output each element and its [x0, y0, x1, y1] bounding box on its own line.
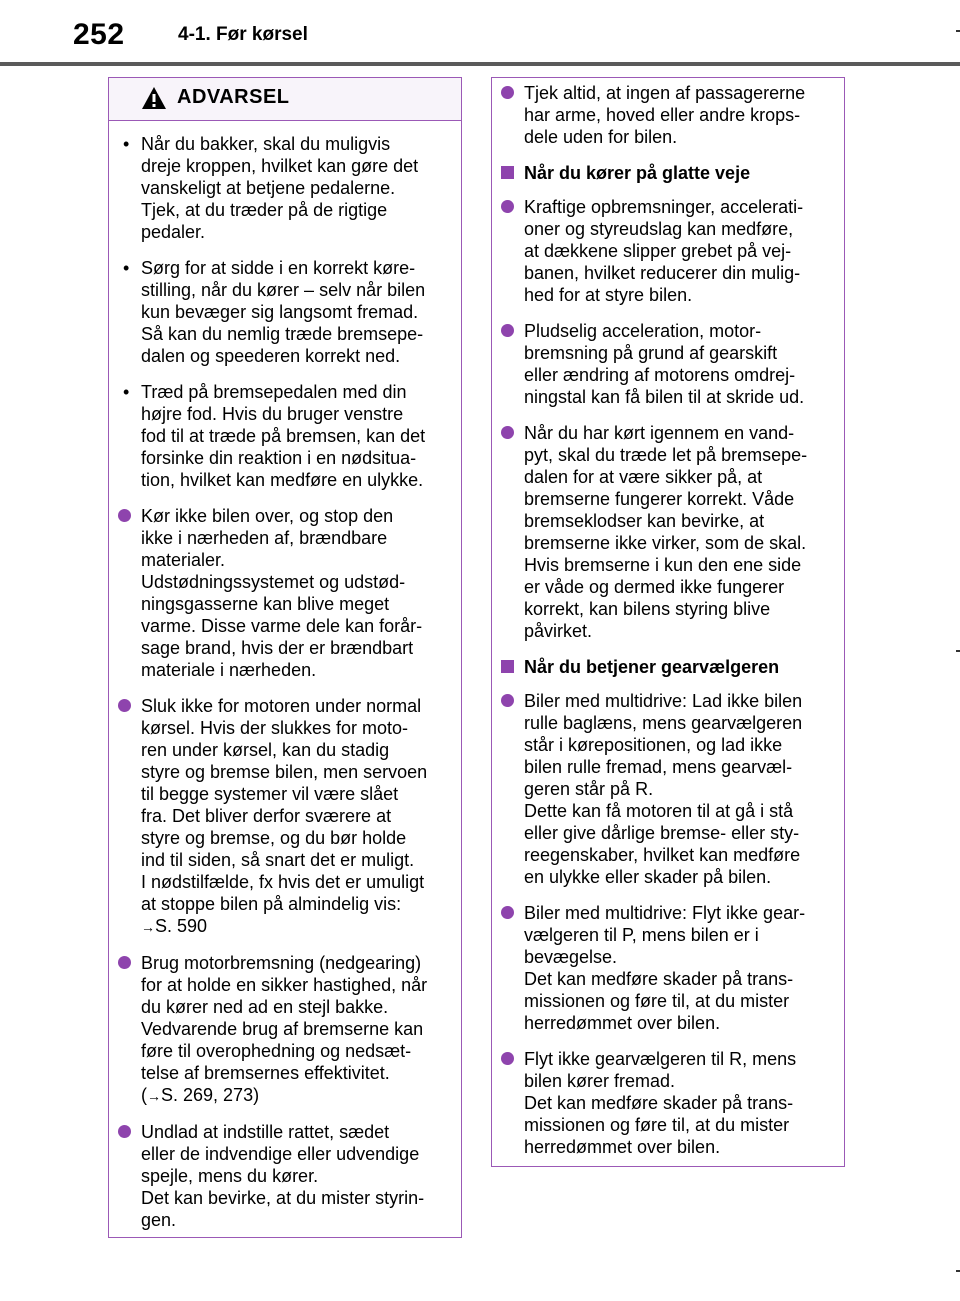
bullet-dot-icon — [501, 324, 514, 337]
text-line: Det kan bevirke, at du mister styrin- — [141, 1188, 425, 1208]
bullet-dot-icon — [501, 1052, 514, 1065]
text-line: til begge systemer vil være slået — [141, 784, 399, 804]
text-line: pedaler. — [141, 222, 206, 242]
text-line: tion, hvilket kan medføre en ulykke. — [141, 470, 424, 490]
text-line: Udstødningssystemet og udstød- — [141, 572, 406, 592]
text-line: fra. Det bliver derfor sværere at — [141, 806, 392, 826]
text-line: Sørg for at sidde i en korrekt køre- — [141, 258, 416, 278]
text-line: Undlad at indstille rattet, sædet — [141, 1122, 390, 1142]
bullet-dot-icon — [118, 509, 131, 522]
text-line: Pludselig acceleration, motor- — [524, 321, 762, 341]
text-line: gen. — [141, 1210, 177, 1230]
text-line: Biler med multidrive: Flyt ikke gear- — [524, 903, 806, 923]
text-line: rulle baglæns, mens gearvælgeren — [524, 713, 803, 733]
text-line: reegenskaber, hvilket kan medføre — [524, 845, 801, 865]
section-heading — [500, 162, 834, 184]
text-line: vanskeligt at betjene pedalerne. — [141, 178, 396, 198]
text-line: bilen kører fremad. — [524, 1071, 676, 1091]
text-line: for at holde en sikker hastighed, når — [141, 975, 428, 995]
text-line: Biler med multidrive: Lad ikke bilen — [524, 691, 803, 711]
text-line: kun bevæger sig langsomt fremad. — [141, 302, 419, 322]
warning-title: ADVARSEL — [177, 86, 290, 108]
dash-list-item — [117, 133, 451, 243]
text-line: herredømmet over bilen. — [524, 1013, 721, 1033]
text-line: styre og bremse bilen, men servoen — [141, 762, 428, 782]
text-line: materialer. — [141, 550, 226, 570]
text-line: herredømmet over bilen. — [524, 1137, 721, 1157]
warning-content-continued — [492, 78, 844, 1158]
bullet-dot-icon — [501, 906, 514, 919]
bullet-dot-icon — [118, 1125, 131, 1138]
text-line: Det kan medføre skader på trans- — [524, 969, 794, 989]
text-line: at stoppe bilen på almindelig vis: — [141, 894, 402, 914]
text-line: missionen og føre til, at du mister — [524, 991, 790, 1011]
text-line: Sluk ikke for motoren under normal — [141, 696, 422, 716]
text-line: Det kan medføre skader på trans- — [524, 1093, 794, 1113]
text-line: bremserne fungerer korrekt. Våde — [524, 489, 795, 509]
square-bullet-icon — [501, 660, 514, 673]
text-line: en ulykke eller skader på bilen. — [524, 867, 772, 887]
text-line: påvirket. — [524, 621, 593, 641]
heading-text: Når du betjener gearvælgeren — [524, 657, 780, 677]
square-bullet-icon — [501, 166, 514, 179]
text-line: eller give dårlige bremse- eller sty- — [524, 823, 800, 843]
text-line: Tjek altid, at ingen af passagererne — [524, 83, 806, 103]
warning-box-continued — [491, 77, 845, 1167]
bullet-list-item — [500, 902, 834, 1034]
dash-marker: • — [123, 134, 130, 154]
text-line: ind til siden, så snart det er muligt. — [141, 850, 415, 870]
text-line: bilen rulle fremad, mens gearvæl- — [524, 757, 793, 777]
text-line: eller de indvendige eller udvendige — [141, 1144, 420, 1164]
text-line: varme. Disse varme dele kan forår- — [141, 616, 423, 636]
warning-title-bar — [109, 78, 461, 121]
text-line: kørsel. Hvis der slukkes for moto- — [141, 718, 409, 738]
edge-mark — [956, 30, 960, 32]
text-line: Brug motorbremsning (nedgearing) — [141, 953, 422, 973]
page-header — [0, 0, 960, 68]
text-line: bevægelse. — [524, 947, 618, 967]
dash-list-item — [117, 381, 451, 491]
text-line: at dækkene slipper grebet på vej- — [524, 241, 792, 261]
bullet-dot-icon — [118, 956, 131, 969]
warning-content — [109, 121, 461, 1231]
bullet-list-item — [117, 505, 451, 681]
arrow-right-icon: → — [147, 1088, 161, 1104]
text-line: Hvis bremserne i kun den ene side — [524, 555, 802, 575]
text-line: bremserne ikke virker, som de skal. — [524, 533, 807, 553]
text-line: Flyt ikke gearvælgeren til R, mens — [524, 1049, 797, 1069]
arrow-right-icon: → — [141, 919, 155, 935]
text-line: sage brand, hvis der er brændbart — [141, 638, 414, 658]
page-reference: →S. 590 — [141, 916, 208, 936]
page-number: 252 — [73, 18, 125, 51]
header-rule — [0, 62, 960, 66]
text-line: Træd på bremsepedalen med din — [141, 382, 407, 402]
text-line: I nødstilfælde, fx hvis det er umuligt — [141, 872, 425, 892]
text-line: missionen og føre til, at du mister — [524, 1115, 790, 1135]
dash-marker: • — [123, 382, 130, 402]
text-line: forsinke din reaktion i en nødsitua- — [141, 448, 417, 468]
section-title: 4-1. Før kørsel — [178, 24, 308, 45]
text-line: dalen og speederen korrekt ned. — [141, 346, 401, 366]
text-line: er våde og dermed ikke fungerer — [524, 577, 785, 597]
text-line: dreje kroppen, hvilket kan gøre det — [141, 156, 419, 176]
bullet-list-item — [117, 1121, 451, 1231]
text-line: har arme, hoved eller andre krops- — [524, 105, 801, 125]
text-line: Når du bakker, skal du muligvis — [141, 134, 391, 154]
text-line: spejle, mens du kører. — [141, 1166, 319, 1186]
bullet-list-item — [500, 1048, 834, 1158]
text-line: bremseklodser kan bevirke, at — [524, 511, 765, 531]
section-heading — [500, 656, 834, 678]
text-line: telse af bremsernes effektivitet. — [141, 1063, 390, 1083]
bullet-list-item — [500, 422, 834, 642]
text-line: hed for at styre bilen. — [524, 285, 693, 305]
text-line: vælgeren til P, mens bilen er i — [524, 925, 759, 945]
text-line: Så kan du nemlig træde bremsepe- — [141, 324, 424, 344]
text-line: eller ændring af motorens omdrej- — [524, 365, 796, 385]
text-line: Vedvarende brug af bremserne kan — [141, 1019, 424, 1039]
bullet-dot-icon — [501, 200, 514, 213]
edge-mark — [956, 650, 960, 652]
text-line: banen, hvilket reducerer din mulig- — [524, 263, 801, 283]
text-line: korrekt, kan bilens styring blive — [524, 599, 771, 619]
dash-marker: • — [123, 258, 130, 278]
text-line: fod til at træde på bremsen, kan det — [141, 426, 426, 446]
bullet-dot-icon — [501, 86, 514, 99]
text-line: Dette kan få motoren til at gå i stå — [524, 801, 794, 821]
text-line: bremsning på grund af gearskift — [524, 343, 778, 363]
text-line: dalen for at være sikker på, at — [524, 467, 763, 487]
bullet-dot-icon — [501, 694, 514, 707]
bullet-dot-icon — [501, 426, 514, 439]
text-line: står i kørepositionen, og lad ikke — [524, 735, 783, 755]
text-line: Kraftige opbremsninger, accelerati- — [524, 197, 804, 217]
text-line: Kør ikke bilen over, og stop den — [141, 506, 394, 526]
text-line: Når du har kørt igennem en vand- — [524, 423, 795, 443]
text-line: ningstal kan få bilen til at skride ud. — [524, 387, 805, 407]
text-line: stilling, når du kører – selv når bilen — [141, 280, 426, 300]
text-line: dele uden for bilen. — [524, 127, 678, 147]
edge-mark — [956, 1270, 960, 1272]
text-line: materiale i nærheden. — [141, 660, 317, 680]
bullet-list-item — [500, 196, 834, 306]
dash-list-item — [117, 257, 451, 367]
bullet-list-item — [500, 320, 834, 408]
warning-triangle-icon — [141, 86, 167, 110]
text-line: geren står på R. — [524, 779, 654, 799]
text-line: ren under kørsel, kan du stadig — [141, 740, 390, 760]
text-line: du kører ned ad en stejl bakke. — [141, 997, 389, 1017]
text-line: pyt, skal du træde let på bremsepe- — [524, 445, 808, 465]
text-line: styre og bremse, og du bør holde — [141, 828, 407, 848]
bullet-list-item — [117, 695, 451, 938]
page-reference: (→S. 269, 273) — [141, 1085, 260, 1105]
text-line: Tjek, at du træder på de rigtige — [141, 200, 388, 220]
heading-text: Når du kører på glatte veje — [524, 163, 751, 183]
bullet-list-item — [500, 82, 834, 148]
bullet-list-item — [500, 690, 834, 888]
text-line: ikke i nærheden af, brændbare — [141, 528, 388, 548]
text-line: ningsgasserne kan blive meget — [141, 594, 390, 614]
bullet-list-item — [117, 952, 451, 1107]
bullet-dot-icon — [118, 699, 131, 712]
text-line: oner og styreudslag kan medføre, — [524, 219, 794, 239]
warning-box — [108, 77, 462, 1238]
text-line: højre fod. Hvis du bruger venstre — [141, 404, 404, 424]
text-line: føre til overophedning og nedsæt- — [141, 1041, 412, 1061]
